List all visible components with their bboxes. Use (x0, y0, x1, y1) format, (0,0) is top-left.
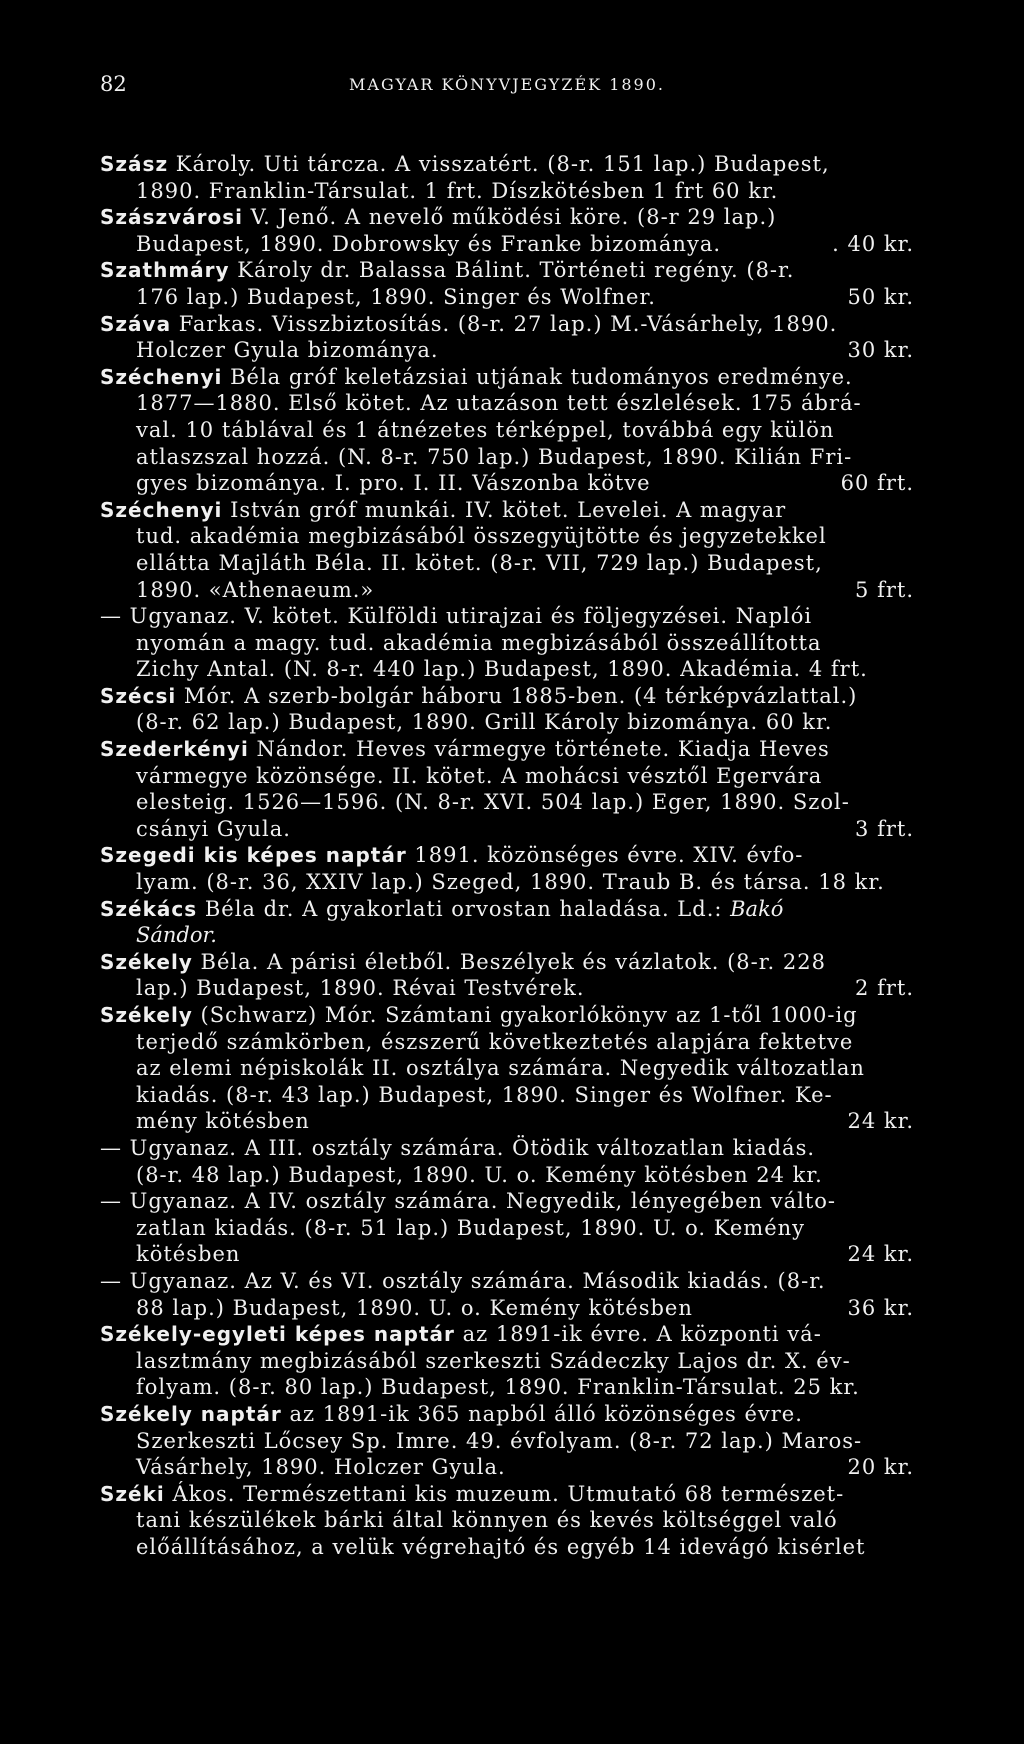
entry-text: terjedő számkörben, észszerű következtetés alapjára fektetve (136, 1029, 854, 1054)
entry-price: 30 kr. (847, 338, 914, 363)
entry-text: kiadás. (8-r. 43 lap.) Budapest, 1890. Singer és Wolfner. Ke- (136, 1082, 833, 1107)
entry-text: zatlan kiadás. (8-r. 51 lap.) Budapest, 1890. U. o. Kemény (136, 1215, 806, 1240)
entry-line-text (136, 470, 651, 497)
entry-line (100, 975, 914, 1002)
entry-line-text (136, 816, 291, 843)
entry-line-text (136, 577, 374, 604)
entry-line-text (136, 1454, 506, 1481)
entry-text: 1877—1880. Első kötet. Az utazáson tett észlelések. 175 ábrá- (136, 391, 862, 416)
entry-line (100, 1295, 914, 1322)
entry-heading: Szederkényi (100, 737, 249, 762)
entry-line (100, 736, 914, 763)
entry-text: kötésben (136, 1242, 241, 1267)
entry-text: Béla dr. A gyakorlati orvostan haladása. Ld.: (197, 896, 731, 921)
entry-line-text (136, 284, 656, 311)
entry-text: (8-r. 62 lap.) Budapest, 1890. Grill Károly bizománya. 60 kr. (136, 710, 833, 735)
entry-line (100, 896, 914, 923)
entry-text: Béla. A párisi életből. Beszélyek és vázlatok. (8-r. 228 (192, 949, 826, 974)
entry-line (100, 789, 914, 816)
entry-line (100, 178, 914, 205)
entry-text: lap.) Budapest, 1890. Révai Testvérek. (136, 976, 585, 1001)
bibliography-entry (100, 1268, 914, 1321)
entry-line (100, 390, 914, 417)
entry-line-text (100, 1135, 815, 1162)
entry-line (100, 949, 914, 976)
entry-line-text (100, 949, 826, 976)
entry-text: lasztmány megbizásából szerkeszti Szádeczky Lajos dr. X. év- (136, 1348, 851, 1373)
entry-heading: Szécsi (100, 683, 177, 708)
entry-line (100, 497, 914, 524)
bibliography-entry (100, 736, 914, 842)
entry-text: lyam. (8-r. 36, XXIV lap.) Szeged, 1890. Traub B. és társa. 18 kr. (136, 870, 885, 895)
entry-heading: Székely (100, 949, 193, 974)
entry-heading: Székács (100, 896, 198, 921)
bibliography-entry (100, 603, 914, 683)
entry-line-text (136, 337, 439, 364)
entry-text: Ákos. Természettani kis muzeum. Utmutató 68 természet- (164, 1481, 845, 1506)
entry-price: 24 kr. (847, 1242, 914, 1267)
entry-text: folyam. (8-r. 80 lap.) Budapest, 1890. Franklin-Társulat. 25 kr. (136, 1375, 860, 1400)
entry-heading: Székely naptár (100, 1401, 282, 1426)
entry-line (100, 337, 914, 364)
entry-text: V. Jenő. A nevelő működési köre. (8-r 29 lap.) (242, 205, 777, 230)
bibliography-entry (100, 1321, 914, 1401)
entry-text: Vásárhely, 1890. Holczer Gyula. (136, 1455, 506, 1480)
entry-line-text (100, 896, 783, 923)
entry-text: tani készülékek bárki által könnyen és kevés költséggel való (136, 1508, 838, 1533)
entry-line (100, 1055, 914, 1082)
entry-text: 1891. közönséges évre. XIV. évfo- (406, 843, 804, 868)
entry-price: 50 kr. (847, 284, 914, 309)
entry-line (100, 523, 914, 550)
entry-line-text (136, 390, 862, 417)
entry-text: tud. akadémia megbizásából összegyüjtötte és jegyzetekkel (136, 524, 827, 549)
entry-line (100, 630, 914, 657)
entry-line (100, 709, 914, 736)
entry-text: mény kötésben (136, 1109, 310, 1134)
entry-price: 3 frt. (855, 816, 914, 841)
entry-line (100, 364, 914, 391)
entry-line (100, 1082, 914, 1109)
page-number: 82 (100, 72, 127, 96)
entry-heading: Szegedi kis képes naptár (100, 843, 407, 868)
entry-text: ellátta Majláth Béla. II. kötet. (8-r. VII, 729 lap.) Budapest, (136, 550, 823, 575)
entry-price: . 40 kr. (832, 231, 914, 256)
entry-line-text (136, 523, 827, 550)
entry-heading: Széchenyi (100, 497, 223, 522)
entry-line (100, 1029, 914, 1056)
bibliography-entry (100, 1002, 914, 1135)
entry-text: az 1891-ik évre. A központi vá- (454, 1322, 822, 1347)
entry-line (100, 1401, 914, 1428)
entry-italic-reference: Bakó (730, 896, 784, 921)
entry-text: Zichy Antal. (N. 8-r. 440 lap.) Budapest, 1890. Akadémia. 4 frt. (136, 657, 868, 682)
entry-line (100, 417, 914, 444)
entry-line-text (136, 231, 721, 258)
bibliography-entry (100, 364, 914, 497)
entry-line-text (136, 975, 585, 1002)
entry-text: val. 10 táblával és 1 átnézetes térképpel, továbbá egy külön (136, 417, 835, 442)
entry-price: 60 frt. (840, 471, 914, 496)
bibliography-entry (100, 949, 914, 1002)
entry-price: 36 kr. (847, 1295, 914, 1320)
entry-text: Holczer Gyula bizománya. (136, 338, 439, 363)
entry-line-text (136, 1055, 865, 1082)
entry-line (100, 284, 914, 311)
bibliography-entries (100, 151, 914, 1560)
entry-text: vármegye közönsége. II. kötet. A mohácsi vésztől Egervára (136, 763, 823, 788)
bibliography-entry (100, 683, 914, 736)
bibliography-entry (100, 1188, 914, 1268)
entry-line (100, 1268, 914, 1295)
entry-line (100, 1348, 914, 1375)
entry-line (100, 1507, 914, 1534)
entry-text: az 1891-ik 365 napból álló közönséges évre. (281, 1401, 803, 1426)
entry-line-text (136, 763, 822, 790)
entry-text: csányi Gyula. (136, 816, 291, 841)
entry-line-text (136, 417, 834, 444)
entry-line (100, 577, 914, 604)
entry-heading: Székely (100, 1003, 193, 1027)
entry-text: Mór. A szerb-bolgár háboru 1885-ben. (4 térképvázlattal.) (176, 683, 858, 708)
entry-text: (Schwarz) Mór. Számtani gyakorlókönyv az 1-től 1000-ig (192, 1003, 858, 1027)
entry-line (100, 1108, 914, 1135)
entry-heading: Szászvárosi (100, 205, 243, 230)
entry-line-text (100, 842, 803, 869)
entry-line-text (100, 1321, 822, 1348)
bibliography-entry (100, 311, 914, 364)
entry-line (100, 816, 914, 843)
entry-italic-reference: Sándor. (136, 923, 217, 948)
bibliography-entry (100, 1481, 914, 1561)
entry-line (100, 311, 914, 338)
entry-line-text (136, 1534, 866, 1561)
entry-text: — Ugyanaz. A IV. osztály számára. Negyedik, lényegében válto- (100, 1189, 836, 1214)
entry-text: 88 lap.) Budapest, 1890. U. o. Kemény kötésben (136, 1295, 693, 1320)
entry-line (100, 683, 914, 710)
entry-text: Károly dr. Balassa Bálint. Történeti regény. (8-r. (229, 258, 795, 283)
entry-line-text (100, 364, 853, 391)
entry-line-text (136, 1241, 240, 1268)
entry-price: 5 frt. (855, 577, 914, 602)
entry-line-text (100, 603, 812, 630)
entry-line-text (100, 736, 830, 763)
entry-text: gyes bizománya. I. pro. I. II. Vászonba kötve (136, 471, 651, 496)
entry-text: előállításához, a velük végrehajtó és egyéb 14 idevágó kisérlet (136, 1534, 866, 1559)
bibliography-entry (100, 151, 914, 204)
entry-line (100, 922, 914, 949)
entry-text: — Ugyanaz. V. kötet. Külföldi utirajzai és följegyzései. Naplói (100, 604, 813, 629)
entry-line (100, 1374, 914, 1401)
entry-heading: Szász (100, 152, 169, 176)
entry-price: 20 kr. (847, 1455, 914, 1480)
entry-text: — Ugyanaz. A III. osztály számára. Ötödik változatlan kiadás. (100, 1135, 816, 1160)
entry-line (100, 1241, 914, 1268)
entry-line-text (136, 1348, 851, 1375)
entry-text: (8-r. 48 lap.) Budapest, 1890. U. o. Kemény kötésben 24 kr. (136, 1162, 823, 1187)
entry-line (100, 1135, 914, 1162)
entry-heading: Széki (100, 1481, 165, 1506)
entry-line (100, 1454, 914, 1481)
entry-line-text (136, 1374, 860, 1401)
entry-line-text (100, 1401, 803, 1428)
entry-line (100, 1428, 914, 1455)
entry-line-text (100, 204, 776, 231)
entry-line-text (136, 1295, 693, 1322)
entry-line-text (136, 789, 850, 816)
entry-line (100, 257, 914, 284)
entry-line-text (136, 1029, 853, 1056)
entry-line (100, 1481, 914, 1508)
entry-line (100, 470, 914, 497)
entry-line-text (100, 1481, 844, 1508)
entry-line-text (136, 1162, 823, 1189)
entry-line (100, 842, 914, 869)
entry-text: István gróf munkái. IV. kötet. Levelei. A magyar (222, 497, 787, 522)
entry-line-text (136, 444, 852, 471)
entry-line-text (136, 709, 832, 736)
bibliography-entry (100, 1401, 914, 1481)
entry-line (100, 204, 914, 231)
entry-line (100, 869, 914, 896)
entry-line-text (136, 1215, 805, 1242)
entry-line (100, 151, 914, 178)
entry-line (100, 1534, 914, 1561)
entry-price: 2 frt. (855, 976, 914, 1001)
entry-line-text (136, 178, 778, 205)
entry-line (100, 444, 914, 471)
entry-text: 1890. «Athenaeum.» (136, 577, 375, 602)
bibliography-entry (100, 842, 914, 895)
entry-line (100, 1215, 914, 1242)
entry-heading: Szathmáry (100, 258, 230, 283)
entry-line-text (136, 550, 823, 577)
bibliography-entry (100, 1135, 914, 1188)
entry-heading: Székely-egyleti képes naptár (100, 1322, 455, 1347)
entry-line (100, 603, 914, 630)
entry-line (100, 1002, 914, 1029)
entry-line-text (136, 630, 822, 657)
entry-text: elesteig. 1526—1596. (N. 8-r. XVI. 504 lap.) Eger, 1890. Szol- (136, 790, 850, 815)
entry-line-text (136, 869, 885, 896)
entry-line (100, 231, 914, 258)
entry-text: Szerkeszti Lőcsey Sp. Imre. 49. évfolyam. (8-r. 72 lap.) Maros- (136, 1428, 863, 1453)
entry-text: — Ugyanaz. Az V. és VI. osztály számára. Második kiadás. (8-r. (100, 1268, 826, 1293)
bibliography-entry (100, 896, 914, 949)
entry-line-text (100, 257, 794, 284)
running-title: MAGYAR KÖNYVJEGYZÉK 1890. (349, 75, 665, 94)
entry-text: Farkas. Visszbiztosítás. (8-r. 27 lap.) M.-Vásárhely, 1890. (171, 311, 838, 336)
entry-line-text (100, 1268, 826, 1295)
page-header (100, 72, 914, 102)
entry-line-text (136, 1108, 310, 1135)
entry-line (100, 1162, 914, 1189)
entry-line-text (136, 656, 868, 683)
entry-price: 24 kr. (847, 1109, 914, 1134)
entry-heading: Száva (100, 311, 172, 336)
entry-line-text (136, 922, 217, 949)
entry-line (100, 550, 914, 577)
entry-line (100, 656, 914, 683)
entry-text: nyomán a magy. tud. akadémia megbizásából összeállította (136, 630, 822, 655)
bibliography-entry (100, 204, 914, 257)
entry-line-text (100, 1188, 836, 1215)
entry-line-text (136, 1507, 838, 1534)
entry-line-text (100, 497, 786, 524)
entry-line-text (136, 1428, 862, 1455)
entry-line-text (100, 683, 857, 710)
entry-line-text (100, 151, 830, 178)
entry-text: 176 lap.) Budapest, 1890. Singer és Wolfner. (136, 284, 656, 309)
entry-text: 1890. Franklin-Társulat. 1 frt. Díszkötésben 1 frt 60 kr. (136, 178, 779, 203)
entry-text: atlaszszal hozzá. (N. 8-r. 750 lap.) Budapest, 1890. Kilián Fri- (136, 444, 853, 469)
entry-text: Nándor. Heves vármegye története. Kiadja Heves (248, 737, 830, 762)
entry-line-text (100, 1002, 858, 1029)
entry-line (100, 763, 914, 790)
entry-text: Béla gróf keletázsiai utjának tudományos eredménye. (222, 364, 853, 389)
entry-line-text (100, 311, 837, 338)
entry-text: az elemi népiskolák II. osztálya számára. Negyedik változatlan (136, 1056, 865, 1081)
bibliography-entry (100, 257, 914, 310)
entry-heading: Széchenyi (100, 364, 223, 389)
entry-line (100, 1321, 914, 1348)
bibliography-entry (100, 497, 914, 603)
entry-text: Budapest, 1890. Dobrowsky és Franke bizománya. (136, 231, 722, 256)
entry-line-text (136, 1082, 833, 1109)
entry-text: Károly. Uti tárcza. A visszatért. (8-r. 151 lap.) Budapest, (168, 152, 830, 176)
entry-line (100, 1188, 914, 1215)
